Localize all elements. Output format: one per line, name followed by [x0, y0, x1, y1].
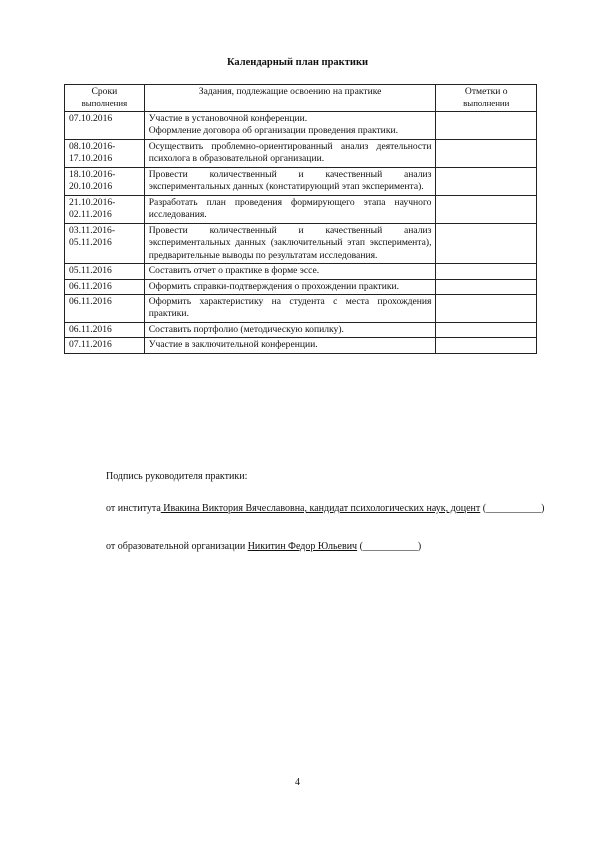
row-task-text: Составить портфолио (методическую копилку).	[148, 323, 344, 335]
table-row	[65, 338, 537, 353]
table-row	[65, 195, 537, 223]
header-tasks: Задания, подлежащие освоению на практике	[144, 85, 436, 112]
table-body	[65, 111, 537, 353]
row-date-line: 18.10.2016-	[69, 168, 116, 180]
row-date-line: 07.10.2016	[69, 112, 113, 124]
row-task	[144, 167, 436, 195]
table-row	[65, 322, 537, 337]
row-task-text: Оформить характеристику на студента с места прохождения практики.	[148, 295, 432, 320]
row-task-text: Составить отчет о практике в форме эссе.	[148, 265, 320, 277]
row-date	[65, 139, 145, 167]
row-date-line: 08.10.2016-	[69, 140, 116, 152]
row-date	[65, 167, 145, 195]
header-dates-line1: Сроки	[91, 86, 118, 97]
row-mark	[436, 195, 537, 223]
row-task-text: Оформление договора об организации проведения практики.	[148, 125, 399, 137]
row-task	[144, 195, 436, 223]
row-date	[65, 294, 145, 322]
org-signature-blank: (___________)	[357, 541, 422, 552]
header-dates-line2: выполнения	[81, 98, 128, 109]
table-row	[65, 264, 537, 279]
row-mark	[436, 294, 537, 322]
signature-institute	[106, 501, 553, 517]
institute-signature-blank: (___________)	[480, 503, 545, 514]
row-task-text: Участие в заключительной конференции.	[148, 339, 318, 351]
institute-supervisor-name: Ивакина Виктория Вячеславовна, кандидат психологических наук, доцент	[160, 503, 481, 514]
institute-prefix: от института	[106, 503, 161, 514]
row-task	[144, 139, 436, 167]
signature-title: Подпись руководителя практики:	[106, 471, 248, 482]
table-row	[65, 294, 537, 322]
row-mark	[436, 279, 537, 294]
row-task	[144, 279, 436, 294]
row-date-line: 17.10.2016	[69, 153, 113, 165]
table-row	[65, 223, 537, 263]
row-date-line: 06.11.2016	[69, 280, 112, 292]
row-task	[144, 338, 436, 353]
row-date	[65, 338, 145, 353]
row-date	[65, 111, 145, 139]
row-date-line: 20.10.2016	[69, 181, 113, 193]
document-title: Календарный план практики	[226, 57, 369, 68]
row-task-text: Провести количественный и качественный анализ экспериментальных данных (заключительный этап эксперимента), предварительные выводы по результатам исследования.	[148, 224, 432, 261]
row-date	[65, 279, 145, 294]
row-date	[65, 195, 145, 223]
row-task-text: Разработать план проведения формирующего этапа научного исследования.	[148, 196, 432, 221]
row-date	[65, 223, 145, 263]
row-task	[144, 223, 436, 263]
header-dates	[65, 85, 145, 112]
calendar-plan-table	[64, 84, 537, 354]
row-mark	[436, 223, 537, 263]
row-mark	[436, 338, 537, 353]
header-marks	[436, 85, 537, 112]
row-task-text: Оформить справки-подтверждения о прохождении практики.	[148, 280, 400, 292]
row-mark	[436, 139, 537, 167]
table-row	[65, 139, 537, 167]
signature-organization	[106, 541, 421, 552]
row-date	[65, 264, 145, 279]
row-date-line: 06.11.2016	[69, 323, 112, 335]
row-date-line: 05.11.2016	[69, 265, 112, 277]
row-task	[144, 264, 436, 279]
table-row	[65, 111, 537, 139]
table-header-row	[65, 85, 537, 112]
row-task	[144, 322, 436, 337]
row-task-text: Участие в установочной конференции.	[148, 112, 308, 124]
row-date	[65, 322, 145, 337]
row-mark	[436, 167, 537, 195]
row-mark	[436, 322, 537, 337]
row-date-line: 03.11.2016-	[69, 224, 116, 236]
table-row	[65, 167, 537, 195]
row-task-text: Провести количественный и качественный анализ экспериментальных данных (констатирующий этап эксперимента).	[148, 168, 432, 193]
header-marks-line1: Отметки о	[464, 86, 508, 97]
row-date-line: 21.10.2016-	[69, 196, 116, 208]
row-date-line: 02.11.2016	[69, 209, 112, 221]
table-row	[65, 279, 537, 294]
row-task	[144, 294, 436, 322]
org-prefix: от образовательной организации	[106, 541, 248, 552]
org-supervisor-name: Никитин Федор Юльевич	[247, 541, 358, 552]
row-mark	[436, 111, 537, 139]
row-task	[144, 111, 436, 139]
row-date-line: 05.11.2016	[69, 237, 112, 249]
row-task-text: Осуществить проблемно-ориентированный анализ деятельности психолога в образовательной организации.	[148, 140, 432, 165]
header-marks-line2: выполнении	[463, 98, 510, 109]
page-number: 4	[295, 777, 300, 788]
row-date-line: 07.11.2016	[69, 339, 112, 351]
row-mark	[436, 264, 537, 279]
row-date-line: 06.11.2016	[69, 295, 112, 307]
